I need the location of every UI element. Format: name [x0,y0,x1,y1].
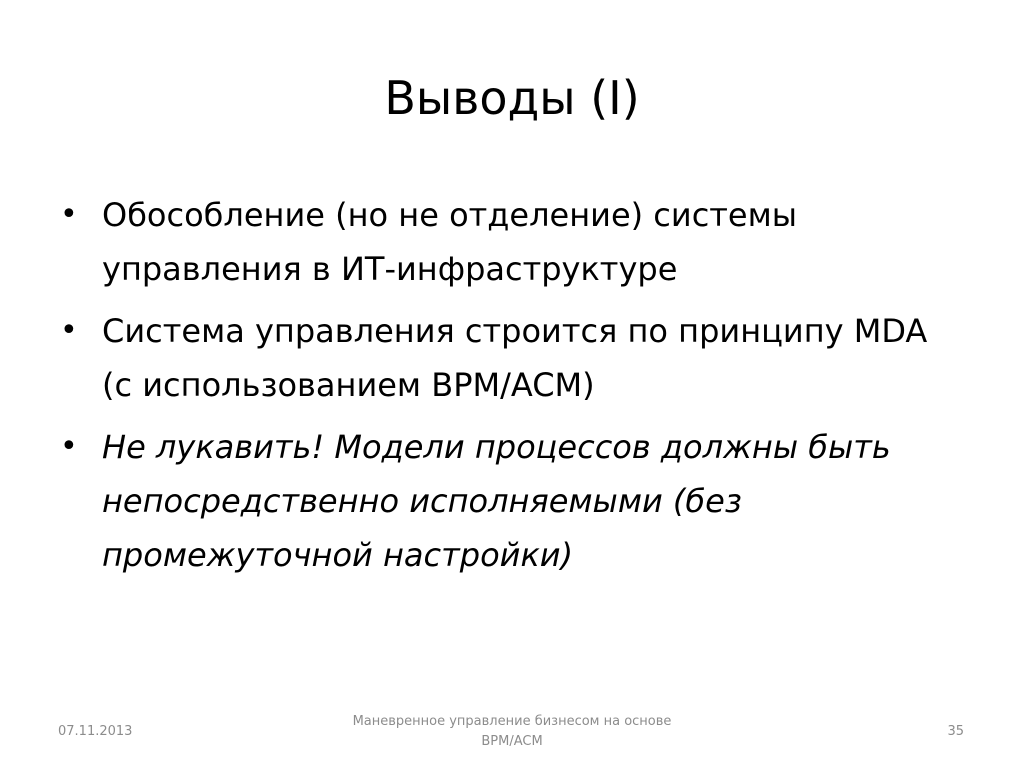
bullet-text: Обособление (но не отделение) системы управления в ИТ-инфраструктуре [102,196,798,288]
slide-title: Выводы (I) [384,71,640,125]
bullet-text: Система управления строится по принципу MDA (с использованием BPM/ACM) [102,312,928,404]
footer-date: 07.11.2013 [58,724,133,739]
bullet-marker: • [60,313,78,348]
bullet-marker: • [60,197,78,232]
footer-title: Маневренное управление бизнесом на основе BPM/ACM [352,714,672,749]
bullet-item [58,188,958,296]
bullet-item [58,304,958,412]
bullet-marker: • [60,429,78,464]
bullet-item [58,420,958,582]
bullet-text: Не лукавить! Модели процессов должны быть непосредственно исполняемыми (без промежуточной настройки) [102,428,891,574]
page-number: 35 [947,724,964,739]
bullet-list [58,188,958,590]
